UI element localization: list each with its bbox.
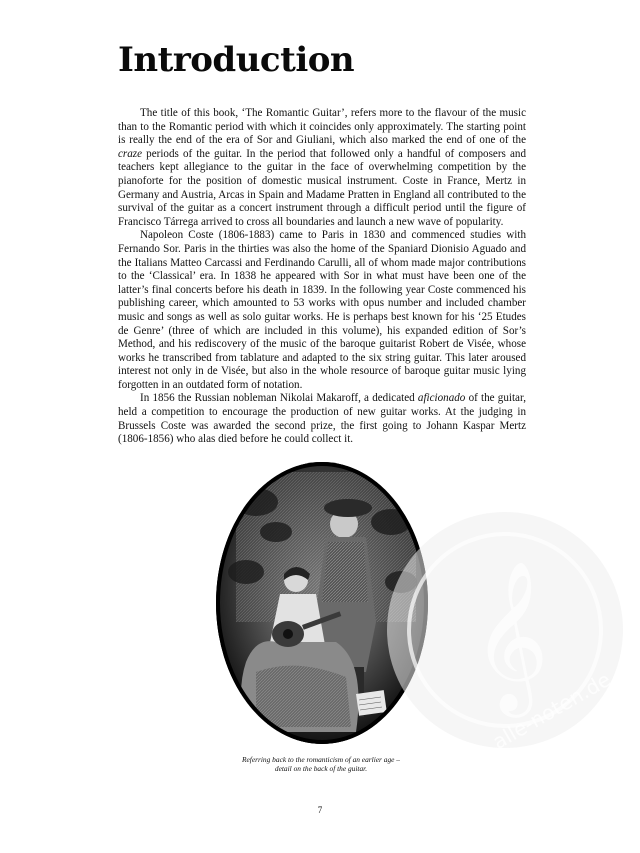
svg-text:𝄞: 𝄞 bbox=[472, 559, 549, 711]
paragraph-text: Napoleon Coste (1806-1883) came to Paris in 1830 and commenced studies with Fernando Sor. Paris in the thirties was also the home of the Spaniard Dionisio Aguado and the Italians Matteo Carcassi and Ferdinando Carulli, all of whom made major contributions to the ‘Classical’ era. In 1838 he appeared with Sor in what must have been one of the latter’s final concerts before his death in 1839. In the following year Coste commenced his publishing career, which amounted to 53 works with opus number and included chamber music and songs as well as solo guitar works. He is perhaps best known for his ‘25 Etudes de Genre’ (three of which are included in this volume), his expanded edition of Sor’s Method, and his rediscovery of the music of the baroque guitarist Robert de Visée, whose works he transcribed from tablature and adapted to the six string guitar. This later aroused interest not only in de Visée, but also in the whole resource of baroque guitar music lying forgotten in an outdated form of notation. bbox=[118, 229, 526, 391]
italic-term: craze bbox=[118, 147, 143, 160]
watermark-logo bbox=[380, 505, 630, 755]
paragraph-2 bbox=[118, 229, 526, 392]
page-number: 7 bbox=[317, 805, 323, 815]
paragraph-text: In 1856 the Russian nobleman Nikolai Makaroff, a dedicated bbox=[140, 392, 418, 405]
illustration-caption bbox=[215, 755, 427, 773]
caption-line-2: detail on the back of the guitar. bbox=[274, 764, 368, 773]
paragraph-3 bbox=[118, 392, 526, 446]
paragraph-text: periods of the guitar. In the period that followed only a handful of composers and teachers kept allegiance to the guitar in the face of overwhelming competition by the pianoforte for the position of domestic musical instrument. Coste in France, Mertz in Germany and Austria, Arcas in Spain and Madame Pratten in England all contributed to the survival of the guitar as a concert instrument through a difficult period until the figure of Francisco Tárrega arrived to cross all boundaries and launch a new wave of popularity. bbox=[118, 147, 526, 228]
paragraph-text: The title of this book, ‘The Romantic Guitar’, refers more to the flavour of the music than to the Romantic period with which it coincides only approximately. The starting point is really the end of the era of Sor and Giuliani, which also marked the end of one of the bbox=[118, 107, 526, 147]
watermark-text: alle-noten.de bbox=[488, 667, 615, 754]
italic-term: aficionado bbox=[417, 392, 466, 405]
paragraph-text: of the guitar, held a competition to encourage the production of new guitar works. At the judging in Brussels Coste was awarded the second prize, the first going to Johann Kaspar Mertz (1806-1856) who alas died before he could collect it. bbox=[118, 392, 526, 446]
paragraph-1 bbox=[118, 107, 526, 229]
page-title: Introduction bbox=[118, 40, 355, 80]
body-text bbox=[118, 107, 526, 447]
caption-line-1: Referring back to the romanticism of an earlier age – bbox=[242, 755, 400, 764]
